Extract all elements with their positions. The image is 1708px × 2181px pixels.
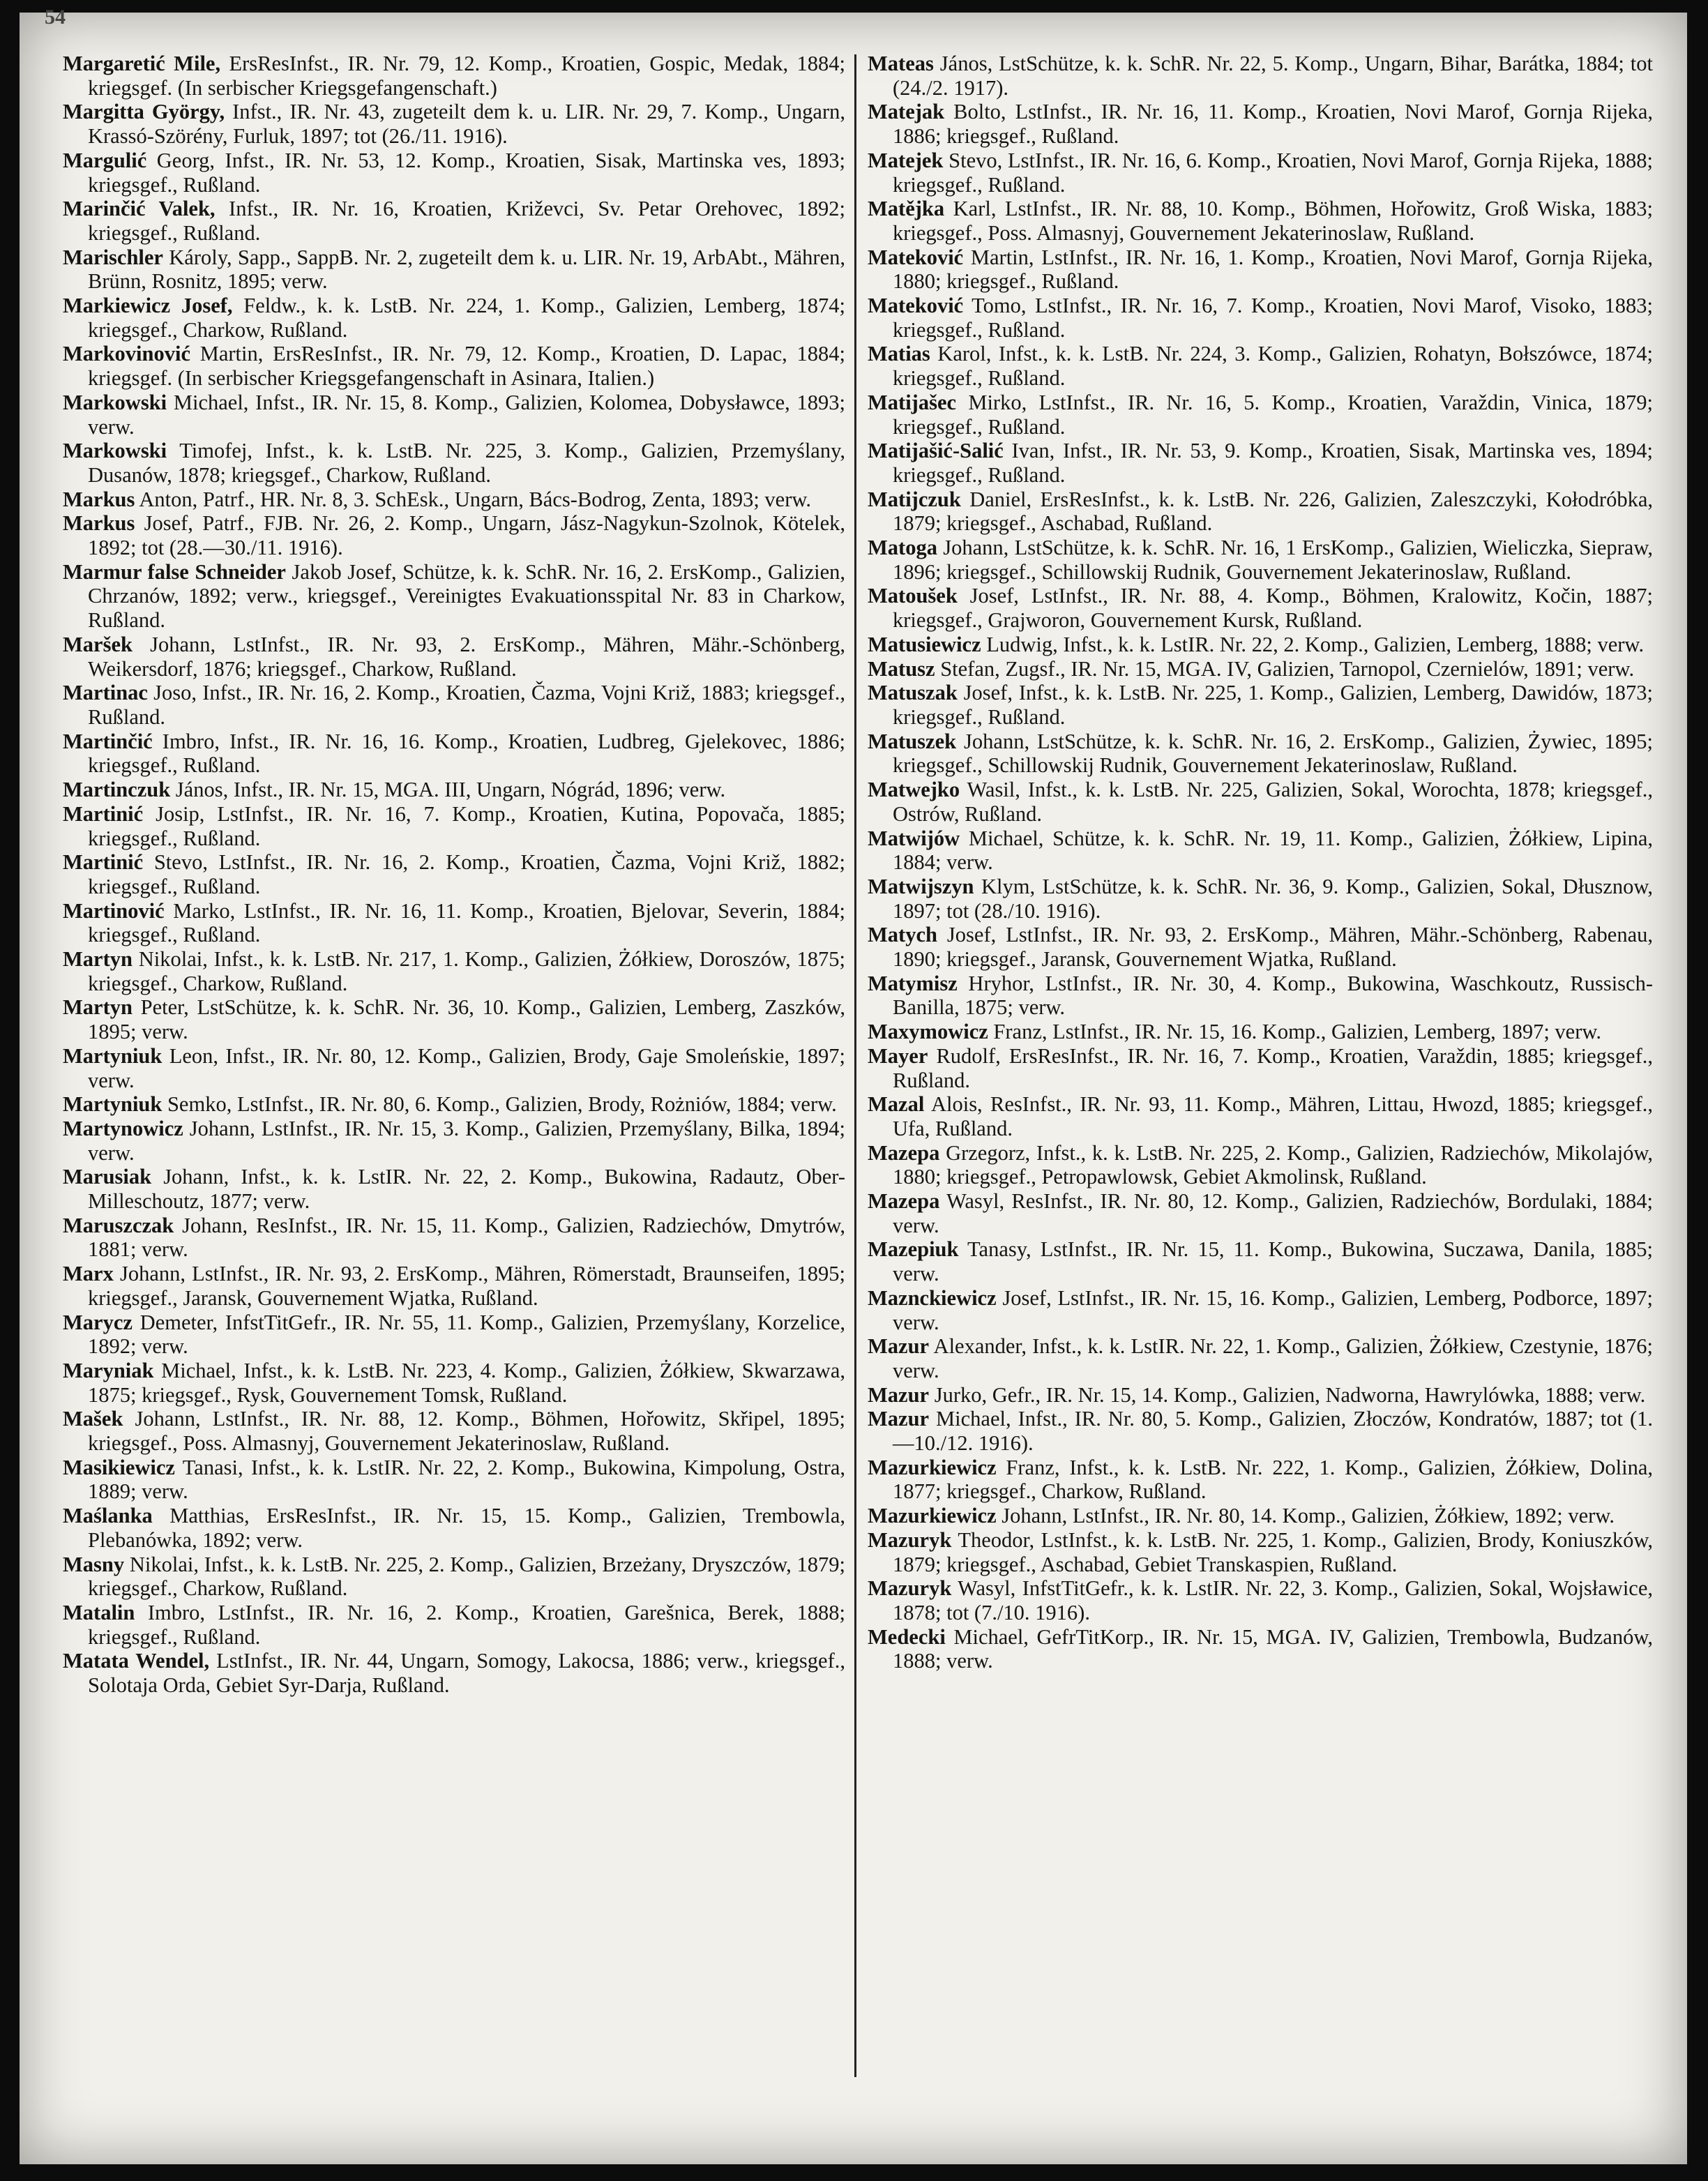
register-entry (63, 730, 845, 778)
page-number: 54 (45, 6, 66, 29)
register-entry (63, 681, 845, 729)
entry-surname: Matejak (868, 100, 945, 124)
register-entry (63, 149, 845, 197)
entry-details: Hryhor, LstInfst., IR. Nr. 30, 4. Komp., Bukowina, Waschkoutz, Russisch-Banilla, 1875; verw. (893, 971, 1653, 1020)
register-entry (868, 1020, 1653, 1044)
register-entry (63, 246, 845, 294)
entry-surname: Marx (63, 1262, 114, 1286)
register-entry (868, 923, 1653, 971)
register-entry (63, 511, 845, 559)
right-column (868, 52, 1653, 1673)
entry-surname: Mateas (868, 52, 934, 75)
entry-details: Josef, LstInfst., IR. Nr. 15, 16. Komp., Galizien, Lemberg, Podborce, 1897; verw. (893, 1285, 1653, 1334)
entry-details: János, LstSchütze, k. k. SchR. Nr. 22, 5. Komp., Ungarn, Bihar, Barátka, 1884; tot (24./2. 1917). (893, 52, 1653, 100)
entry-surname: Martyniuk (63, 1043, 163, 1068)
entry-details: Josef, LstInfst., IR. Nr. 88, 4. Komp., Böhmen, Kralowitz, Kočin, 1887; kriegsgef., Grajworon, Gouvernement Kursk, Rußland. (893, 584, 1653, 633)
entry-surname: Martyniuk (63, 1092, 163, 1117)
entry-details: Martin, LstInfst., IR. Nr. 16, 1. Komp., Kroatien, Novi Marof, Gornja Rijeka, 1880; kriegsgef., Rußland. (893, 245, 1653, 294)
entry-details: Stefan, Zugsf., IR. Nr. 15, MGA. IV, Galizien, Tarnopol, Czernielów, 1891; verw. (935, 656, 1635, 681)
register-entry (868, 342, 1653, 390)
entry-details: Ludwig, Infst., k. k. LstIR. Nr. 22, 2. Komp., Galizien, Lemberg, 1888; verw. (981, 632, 1645, 656)
entry-details: ErsResInfst., IR. Nr. 79, 12. Komp., Kroatien, Gospic, Medak, 1884; kriegsgef. (In serbischer Kriegsgefangenschaft.) (88, 52, 846, 100)
entry-surname: Marmur false Schneider (63, 559, 286, 584)
register-entry (63, 52, 845, 100)
entry-surname: Maršek (63, 632, 133, 656)
register-entry (868, 633, 1653, 657)
entry-surname: Mazur (868, 1407, 930, 1431)
entry-details: Johann, LstInfst., IR. Nr. 88, 12. Komp., Böhmen, Hořowitz, Skřipel, 1895; kriegsgef., Poss. Almasnyj, Gouvernement Jekaterinoslaw, Rußland. (88, 1407, 845, 1456)
entry-surname: Mazepa (868, 1189, 940, 1214)
register-entry (868, 1625, 1653, 1673)
register-entry (868, 488, 1653, 536)
entry-surname: Martinac (63, 681, 148, 705)
entry-surname: Marischler (63, 245, 163, 269)
register-entry (868, 52, 1653, 100)
entry-details: Johann, LstSchütze, k. k. SchR. Nr. 16, 2. ErsKomp., Galizien, Żywiec, 1895; kriegsgef., Schillowskij Rudnik, Gouvernement Jekaterinoslaw, Rußland. (893, 729, 1653, 778)
register-entry (63, 633, 845, 681)
entry-details: Imbro, Infst., IR. Nr. 16, 16. Komp., Kroatien, Ludbreg, Gjelekovec, 1886; kriegsgef., Rußland. (88, 729, 845, 778)
entry-surname: Mazuryk (868, 1576, 952, 1601)
entry-details: Michael, Infst., k. k. LstB. Nr. 223, 4. Komp., Galizien, Żółkiew, Skwarzawa, 1875; kriegsgef., Rysk, Gouvernement Tomsk, Rußland. (88, 1358, 845, 1407)
register-entry (63, 488, 845, 512)
entry-surname: Martinčić (63, 729, 153, 753)
entry-surname: Maznckiewicz (868, 1285, 997, 1310)
entry-surname: Markus (63, 487, 135, 511)
register-entry (868, 197, 1653, 245)
register-entry (868, 391, 1653, 439)
entry-surname: Markus (63, 511, 135, 536)
register-entry (63, 1456, 845, 1504)
register-entry (868, 1092, 1653, 1140)
entry-details: Michael, Schütze, k. k. SchR. Nr. 19, 11. Komp., Galizien, Żółkiew, Lipina, 1884; verw. (893, 826, 1653, 875)
register-entry (63, 1311, 845, 1359)
register-entry (63, 560, 845, 633)
entry-details: Martin, ErsResInfst., IR. Nr. 79, 12. Komp., Kroatien, D. Lapac, 1884; kriegsgef. (In serbischer Kriegsgefangenschaft in Asinara, Italien.) (88, 342, 845, 391)
entry-surname: Mazepa (868, 1140, 940, 1165)
entry-surname: Matějka (868, 197, 945, 221)
entry-surname: Martinović (63, 898, 165, 923)
register-entry (63, 899, 845, 947)
entry-surname: Mazurkiewicz (868, 1455, 997, 1479)
register-entry (868, 294, 1653, 342)
entry-details: Tanasi, Infst., k. k. LstIR. Nr. 22, 2. Komp., Bukowina, Kimpolung, Ostra, 1889; verw. (88, 1455, 845, 1504)
entry-surname: Medecki (868, 1624, 946, 1649)
entry-details: Infst., IR. Nr. 43, zugeteilt dem k. u. LIR. Nr. 29, 7. Komp., Ungarn, Krassó-Szörény, Furluk, 1897; tot (26./11. 1916). (88, 100, 845, 149)
register-entry (868, 100, 1653, 148)
register-entry (868, 1044, 1653, 1092)
entry-details: Johann, LstInfst., IR. Nr. 80, 14. Komp., Galizien, Żółkiew, 1892; verw. (996, 1504, 1615, 1528)
entry-details: Infst., IR. Nr. 16, Kroatien, Križevci, Sv. Petar Orehovec, 1892; kriegsgef., Rußland. (88, 197, 845, 245)
entry-details: Stevo, LstInfst., IR. Nr. 16, 2. Komp., Kroatien, Čazma, Vojni Križ, 1882; kriegsgef., Rußland. (88, 850, 845, 898)
register-entry (868, 657, 1653, 681)
register-entry (63, 1044, 845, 1092)
entry-surname: Margaretić Mile, (63, 52, 221, 75)
register-entry (63, 1407, 845, 1455)
register-entry (63, 778, 845, 802)
entry-details: Klym, LstSchütze, k. k. SchR. Nr. 36, 9. Komp., Galizien, Sokal, Dłusznow, 1897; tot (28./10. 1916). (893, 874, 1653, 923)
register-entry (868, 1576, 1653, 1624)
entry-surname: Martinić (63, 850, 144, 875)
entry-details: Tomo, LstInfst., IR. Nr. 16, 7. Komp., Kroatien, Novi Marof, Visoko, 1883; kriegsgef., Rußland. (893, 294, 1653, 342)
entry-surname: Mašek (63, 1407, 123, 1431)
register-entry (868, 1504, 1653, 1528)
entry-details: Peter, LstSchütze, k. k. SchR. Nr. 36, 10. Komp., Galizien, Lemberg, Zaszków, 1895; verw. (88, 995, 845, 1044)
entry-details: Marko, LstInfst., IR. Nr. 16, 11. Komp., Kroatien, Bjelovar, Severin, 1884; kriegsgef., Rußland. (88, 898, 845, 947)
register-entry (868, 584, 1653, 632)
entry-surname: Masikiewicz (63, 1455, 175, 1479)
entry-surname: Matusz (868, 656, 935, 681)
register-entry (868, 1286, 1653, 1334)
entry-surname: Margitta György, (63, 100, 225, 124)
entry-surname: Markovinović (63, 342, 190, 366)
register-entry (868, 1334, 1653, 1382)
entry-details: Josef, LstInfst., IR. Nr. 93, 2. ErsKomp., Mähren, Mähr.-Schönberg, Rabenau, 1890; kriegsgef., Jaransk, Gouvernement Wjatka, Rußland. (893, 923, 1653, 972)
entry-surname: Matijczuk (868, 487, 961, 511)
register-entry (868, 149, 1653, 197)
entry-details: Alexander, Infst., k. k. LstIR. Nr. 22, 1. Komp., Galizien, Żółkiew, Czestynie, 1876; verw. (893, 1334, 1653, 1382)
register-entry (63, 197, 845, 245)
entry-details: Mirko, LstInfst., IR. Nr. 16, 5. Komp., Kroatien, Varaždin, Vinica, 1879; kriegsgef., Rußland. (893, 390, 1653, 439)
entry-details: Imbro, LstInfst., IR. Nr. 16, 2. Komp., Kroatien, Garešnica, Berek, 1888; kriegsgef., Rußland. (88, 1601, 845, 1649)
entry-details: Michael, GefrTitKorp., IR. Nr. 15, MGA. IV, Galizien, Trembowla, Budzanów, 1888; verw. (893, 1624, 1653, 1673)
entry-details: Josef, Patrf., FJB. Nr. 26, 2. Komp., Ungarn, Jász-Nagykun-Szolnok, Kötelek, 1892; tot (28.—30./11. 1916). (88, 511, 845, 560)
entry-details: Johann, ResInfst., IR. Nr. 15, 11. Komp., Galizien, Radziechów, Dmytrów, 1881; verw. (88, 1213, 845, 1262)
register-entry (868, 536, 1653, 584)
entry-details: Wasyl, InfstTitGefr., k. k. LstIR. Nr. 22, 3. Komp., Galizien, Sokal, Wojsławice, 1878; tot (7./10. 1916). (893, 1576, 1653, 1624)
entry-details: Johann, Infst., k. k. LstIR. Nr. 22, 2. Komp., Bukowina, Radautz, Ober-Milleschoutz, 1877; verw. (88, 1165, 845, 1214)
entry-surname: Martynowicz (63, 1116, 183, 1140)
entry-details: Johann, LstInfst., IR. Nr. 93, 2. ErsKomp., Mähren, Mähr.-Schönberg, Weikersdorf, 1876; kriegsgef., Charkow, Rußland. (88, 632, 845, 681)
entry-details: Nikolai, Infst., k. k. LstB. Nr. 217, 1. Komp., Galizien, Żółkiew, Doroszów, 1875; kriegsgef., Charkow, Rußland. (88, 947, 845, 995)
register-entry (63, 947, 845, 995)
entry-surname: Maxymowicz (868, 1020, 988, 1044)
register-entry (868, 1189, 1653, 1237)
entry-details: Károly, Sapp., SappB. Nr. 2, zugeteilt dem k. u. LIR. Nr. 19, ArbAbt., Mähren, Brünn, Rosnitz, 1895; verw. (88, 245, 845, 294)
entry-details: Grzegorz, Infst., k. k. LstB. Nr. 225, 2. Komp., Galizien, Radziechów, Mikolajów, 1880; kriegsgef., Petropawlowsk, Gebiet Akmolinsk, Rußland. (893, 1140, 1653, 1189)
entry-surname: Matijašić-Salić (868, 439, 1004, 463)
register-entry (868, 1528, 1653, 1576)
register-entry (63, 439, 845, 487)
entry-surname: Martinić (63, 801, 144, 826)
entry-details: Georg, Infst., IR. Nr. 53, 12. Komp., Kroatien, Sisak, Martinska ves, 1893; kriegsgef., Rußland. (88, 148, 845, 197)
entry-surname: Matias (868, 342, 930, 366)
entry-surname: Matuszek (868, 729, 957, 753)
entry-surname: Maruszczak (63, 1213, 174, 1237)
entry-surname: Matalin (63, 1601, 135, 1624)
entry-details: Franz, Infst., k. k. LstB. Nr. 222, 1. Komp., Galizien, Żółkiew, Dolina, 1877; kriegsgef., Charkow, Rußland. (893, 1455, 1653, 1504)
entry-surname: Mazur (868, 1382, 930, 1407)
entry-details: Johann, LstInfst., IR. Nr. 15, 3. Komp., Galizien, Przemyślany, Bilka, 1894; verw. (88, 1116, 845, 1165)
document-page (20, 6, 1687, 2164)
entry-details: Michael, Infst., IR. Nr. 80, 5. Komp., Galizien, Złoczów, Kondratów, 1887; tot (1.—10./12. 1916). (893, 1407, 1653, 1456)
register-entry (868, 778, 1653, 826)
entry-details: Rudolf, ErsResInfst., IR. Nr. 16, 7. Komp., Kroatien, Varaždin, 1885; kriegsgef., Rußland. (893, 1043, 1653, 1092)
entry-surname: Martinczuk (63, 778, 171, 802)
entry-details: Demeter, InfstTitGefr., IR. Nr. 55, 11. Komp., Galizien, Przemyślany, Korzelice, 1892; verw. (88, 1310, 845, 1359)
entry-surname: Mazepiuk (868, 1237, 959, 1262)
register-entry (63, 1649, 845, 1697)
column-divider (854, 54, 856, 2077)
register-entry (63, 1262, 845, 1310)
entry-details: Feldw., k. k. LstB. Nr. 224, 1. Komp., Galizien, Lemberg, 1874; kriegsgef., Charkow, Rußland. (88, 294, 846, 342)
entry-details: Michael, Infst., IR. Nr. 15, 8. Komp., Galizien, Kolomea, Dobysławce, 1893; verw. (88, 390, 845, 439)
entry-surname: Matwijszyn (868, 874, 974, 898)
entry-surname: Martyn (63, 947, 133, 972)
entry-details: LstInfst., IR. Nr. 44, Ungarn, Somogy, Lakocsa, 1886; verw., kriegsgef., Solotaja Orda, Gebiet Syr-Darja, Rußland. (88, 1649, 845, 1698)
register-entry (63, 995, 845, 1043)
entry-surname: Mateković (868, 245, 964, 269)
entry-surname: Markiewicz Josef, (63, 294, 233, 318)
entry-surname: Marinčić Valek, (63, 197, 216, 221)
entry-surname: Mazurkiewicz (868, 1504, 997, 1528)
entry-details: Jurko, Gefr., IR. Nr. 15, 14. Komp., Galizien, Nadworna, Hawrylówka, 1888; verw. (929, 1382, 1646, 1407)
entry-details: Karl, LstInfst., IR. Nr. 88, 10. Komp., Böhmen, Hořowitz, Groß Wiska, 1883; kriegsgef., Poss. Almasnyj, Gouvernement Jekaterinoslaw, Rußland. (893, 197, 1653, 245)
register-entry (868, 827, 1653, 875)
entry-details: Karol, Infst., k. k. LstB. Nr. 224, 3. Komp., Galizien, Rohatyn, Bołszówce, 1874; kriegsgef., Rußland. (893, 342, 1653, 391)
entry-surname: Markowski (63, 390, 167, 414)
entry-surname: Marusiak (63, 1165, 152, 1189)
entry-surname: Matata Wendel, (63, 1649, 210, 1673)
entry-surname: Matymisz (868, 971, 958, 995)
entry-surname: Matoušek (868, 584, 958, 608)
entry-details: Josef, Infst., k. k. LstB. Nr. 225, 1. Komp., Galizien, Lemberg, Dawidów, 1873; kriegsgef., Rußland. (893, 681, 1653, 729)
register-entry (63, 1214, 845, 1262)
entry-surname: Margulić (63, 148, 147, 172)
entry-surname: Mazal (868, 1092, 925, 1117)
register-entry (63, 1165, 845, 1213)
entry-details: Bolto, LstInfst., IR. Nr. 16, 11. Komp., Kroatien, Novi Marof, Gornja Rijeka, 1886; kriegsgef., Rußland. (893, 100, 1653, 149)
register-entry (868, 972, 1653, 1020)
entry-details: Anton, Patrf., HR. Nr. 8, 3. SchEsk., Ungarn, Bács-Bodrog, Zenta, 1893; verw. (135, 487, 812, 511)
entry-surname: Mazuryk (868, 1527, 952, 1552)
entry-details: János, Infst., IR. Nr. 15, MGA. III, Ungarn, Nógrád, 1896; verw. (170, 778, 726, 802)
entry-surname: Masny (63, 1552, 125, 1576)
entry-details: Alois, ResInfst., IR. Nr. 93, 11. Komp., Mähren, Littau, Hwozd, 1885; kriegsgef., Ufa, Rußland. (893, 1092, 1653, 1140)
entry-surname: Mayer (868, 1043, 928, 1068)
register-entry (868, 1237, 1653, 1285)
entry-details: Matthias, ErsResInfst., IR. Nr. 15, 15. Komp., Galizien, Trembowla, Plebanówka, 1892; verw. (88, 1504, 845, 1552)
register-entry (868, 730, 1653, 778)
entry-surname: Matwejko (868, 778, 960, 802)
register-entry (868, 1141, 1653, 1189)
entry-surname: Matwijów (868, 826, 960, 850)
entry-surname: Markowski (63, 439, 167, 463)
entry-details: Tanasy, LstInfst., IR. Nr. 15, 11. Komp., Bukowina, Suczawa, Danila, 1885; verw. (893, 1237, 1653, 1286)
register-entry (63, 1359, 845, 1407)
entry-details: Jakob Josef, Schütze, k. k. SchR. Nr. 16, 2. ErsKomp., Galizien, Chrzanów, 1892; verw., kriegsgef., Vereinigtes Evakuationsspital Nr. 83 in Charkow, Rußland. (88, 559, 845, 633)
entry-surname: Mazur (868, 1334, 930, 1359)
entry-details: Johann, LstInfst., IR. Nr. 93, 2. ErsKomp., Mähren, Römerstadt, Braunseifen, 1895; kriegsgef., Jaransk, Gouvernement Wjatka, Rußland. (88, 1262, 845, 1310)
entry-surname: Matoga (868, 536, 937, 560)
register-entry (868, 1407, 1653, 1455)
entry-details: Semko, LstInfst., IR. Nr. 80, 6. Komp., Galizien, Brody, Rożniów, 1884; verw. (162, 1092, 837, 1117)
register-entry (868, 681, 1653, 729)
entry-details: Leon, Infst., IR. Nr. 80, 12. Komp., Galizien, Brody, Gaje Smoleńskie, 1897; verw. (88, 1043, 845, 1092)
entry-details: Stevo, LstInfst., IR. Nr. 16, 6. Komp., Kroatien, Novi Marof, Gornja Rijeka, 1888; kriegsgef., Rußland. (893, 148, 1653, 197)
register-entry (63, 1601, 845, 1649)
register-entry (63, 850, 845, 898)
entry-surname: Matijašec (868, 390, 957, 414)
register-entry (868, 439, 1653, 487)
entry-surname: Matusiewicz (868, 632, 981, 656)
register-entry (63, 100, 845, 148)
entry-details: Daniel, ErsResInfst., k. k. LstB. Nr. 226, Galizien, Zaleszczyki, Kołodróbka, 1879; kriegsgef., Aschabad, Rußland. (893, 487, 1653, 536)
entry-details: Theodor, LstInfst., k. k. LstB. Nr. 225, 1. Komp., Galizien, Brody, Koniuszków, 1879; kriegsgef., Aschabad, Gebiet Transkaspien, Rußland. (893, 1527, 1653, 1576)
entry-details: Nikolai, Infst., k. k. LstB. Nr. 225, 2. Komp., Galizien, Brzeżany, Dryszczów, 1879; kriegsgef., Charkow, Rußland. (88, 1552, 845, 1601)
left-column (63, 52, 845, 1698)
register-entry (63, 1092, 845, 1117)
entry-surname: Martyn (63, 995, 133, 1020)
entry-surname: Marycz (63, 1310, 133, 1334)
entry-details: Wasyl, ResInfst., IR. Nr. 80, 12. Komp., Galizien, Radziechów, Bordulaki, 1884; verw. (893, 1189, 1653, 1237)
register-entry (63, 391, 845, 439)
register-entry (868, 246, 1653, 294)
entry-details: Joso, Infst., IR. Nr. 16, 2. Komp., Kroatien, Čazma, Vojni Križ, 1883; kriegsgef., Rußland. (88, 681, 845, 729)
entry-details: Timofej, Infst., k. k. LstB. Nr. 225, 3. Komp., Galizien, Przemyślany, Dusanów, 1878; kriegsgef., Charkow, Rußland. (88, 439, 845, 487)
register-entry (868, 1456, 1653, 1504)
register-entry (63, 1553, 845, 1601)
entry-details: Wasil, Infst., k. k. LstB. Nr. 225, Galizien, Sokal, Worochta, 1878; kriegsgef., Ostrów, Rußland. (893, 778, 1653, 826)
entry-details: Johann, LstSchütze, k. k. SchR. Nr. 16, 1 ErsKomp., Galizien, Wieliczka, Siepraw, 1896; kriegsgef., Schillowskij Rudnik, Gouvernement Jekaterinoslaw, Rußland. (893, 536, 1653, 584)
register-entry (63, 802, 845, 850)
entry-surname: Mateković (868, 294, 964, 318)
register-entry (63, 294, 845, 342)
entry-surname: Maryniak (63, 1358, 154, 1382)
register-entry (868, 1383, 1653, 1408)
entry-details: Ivan, Infst., IR. Nr. 53, 9. Komp., Kroatien, Sisak, Martinska ves, 1894; kriegsgef., Rußland. (893, 439, 1653, 487)
register-entry (63, 342, 845, 390)
register-entry (63, 1117, 845, 1165)
entry-details: Franz, LstInfst., IR. Nr. 15, 16. Komp., Galizien, Lemberg, 1897; verw. (988, 1020, 1602, 1044)
entry-details: Josip, LstInfst., IR. Nr. 16, 7. Komp., Kroatien, Kutina, Popovača, 1885; kriegsgef., Rußland. (88, 801, 845, 850)
entry-surname: Maślanka (63, 1504, 153, 1528)
register-entry (63, 1504, 845, 1552)
entry-surname: Matuszak (868, 681, 958, 705)
register-entry (868, 875, 1653, 923)
entry-surname: Matejek (868, 148, 944, 172)
entry-surname: Matych (868, 923, 937, 947)
